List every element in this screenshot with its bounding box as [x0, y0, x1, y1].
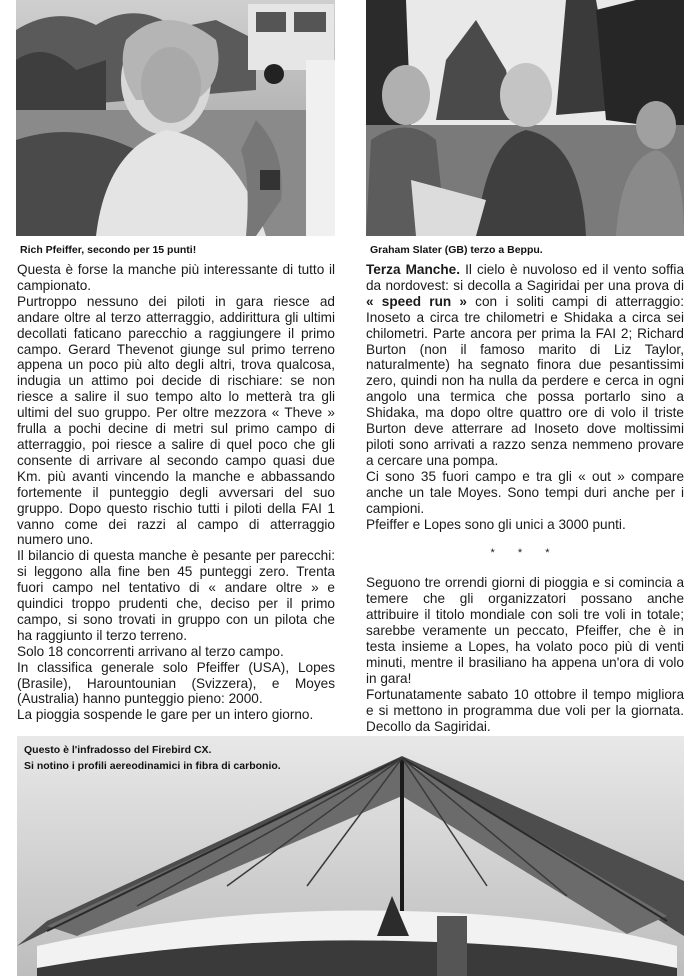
caption-rich-pfeiffer: Rich Pfeiffer, secondo per 15 punti! — [20, 244, 197, 256]
left-paragraph-4: Solo 18 concorrenti arrivano al terzo campo. — [17, 643, 284, 659]
right-paragraph-3: Pfeiffer e Lopes sono gli unici a 3000 punti. — [366, 516, 626, 532]
left-paragraph-3: Il bilancio di questa manche è pesante per parecchi: si leggono alla fine ben 45 punteggi zero. Trenta fuori campo nel tentativo di « andare oltre » e quindici troppo prudenti che, deciso per il primo campo, si sono trovati in gruppo con un pilota che ha raggiunto il terzo terreno. — [17, 548, 335, 643]
caption-firebird-cx-line-2: Si notino i profili aereodinamici in fibra di carbonio. — [24, 760, 281, 772]
photo-rich-pfeiffer — [16, 0, 335, 236]
photo-graham-slater — [366, 0, 684, 236]
right-paragraph-4: Seguono tre orrendi giorni di pioggia e si comincia a temere che gli organizzatori possano anche attribuire il titolo mondiale con soli tre voli in totale; sarebbe veramente un peccato, Pfeiffer, che è in testa insieme a Lopes, ha volato poco più di venti minuti, mentre il brasiliano ha appena un'ora di volo in gara! — [366, 575, 684, 686]
caption-firebird-cx-line-1: Questo è l'infradosso del Firebird CX. — [24, 744, 212, 756]
speed-run-term: « speed run » — [366, 293, 467, 309]
right-paragraph-1 — [366, 262, 684, 469]
section-separator: * * * — [490, 547, 560, 560]
left-paragraph-6: La pioggia sospende le gare per un intero giorno. — [17, 707, 314, 723]
section-heading-terza-manche: Terza Manche. — [366, 262, 460, 277]
left-paragraph-1: Questa è forse la manche più interessante di tutto il campionato. — [17, 262, 335, 293]
photo-rich-pfeiffer-image — [16, 0, 335, 236]
right-paragraph-2: Ci sono 35 fuori campo e tra gli « out » compare anche un tale Moyes. Sono tempi duri anche per i campioni. — [366, 468, 684, 516]
photo-graham-slater-image — [366, 0, 684, 236]
right-paragraph-1-text-b: con i soliti campi di atterraggio: Inoseto a circa tre chilometri e Shidaka a circa sei chilometri. Parte ancora per prima la FAI 2; Richard Burton (non il famoso marito di Liz Taylor, naturalmente) ha segnato finora due pesantissimi zero, quindi non ha nulla da perdere e cerca in ogni angolo una termica che possa portarlo sino a Shidaka, ma dopo oltre quattro ore di volo il triste Burton deve atterrare ad Inoseto dove moltissimi piloti sono arrivati a razzo senza nemmeno provare a cercare una pompa. — [366, 293, 685, 468]
left-paragraph-2: Purtroppo nessuno dei piloti in gara riesce ad andare oltre al terzo atterraggio, addirittura gli ultimi decollati faticano parecchio a raggiungere il primo campo. Gerard Thevenot giunge sul primo terreno appena un poco più alto degli altri, trova qualcosa, indugia un attimo poi decide di rischiare: se non riesce a salire il suo tempo alto lo metterà tra gli ultimi del suo gruppo. Per oltre mezzora « Theve » frulla a pochi decine di metri sul primo campo di atterraggio, poi riesce a salire di quel poco che gli consente di arrivare al secondo campo quasi due Km. più avanti vincendo la manche e abbassando fortemente il punteggio degli avversari del suo gruppo. Dopo questo rischio tutti i piloti della FAI 1 vanno come dei razzi al campo di atterraggio numero uno. — [17, 293, 335, 548]
caption-graham-slater: Graham Slater (GB) terzo a Beppu. — [370, 244, 543, 256]
right-paragraph-1-text-a: Il cielo è nuvoloso ed il vento soffia da nordovest: si decolla a Sagiridai per una prova di — [366, 262, 685, 293]
caption-firebird-cx — [24, 742, 281, 774]
left-column — [17, 262, 335, 723]
right-column — [366, 262, 684, 734]
right-paragraph-5: Fortunatamente sabato 10 ottobre il tempo migliora e si mettono in programma due voli per la giornata. Decollo da Sagiridai. — [366, 686, 684, 734]
left-paragraph-5: In classifica generale solo Pfeiffer (USA), Lopes (Brasile), Harountounian (Svizzera), e Moyes (Australia) hanno punteggio pieno: 2000. — [17, 659, 335, 707]
